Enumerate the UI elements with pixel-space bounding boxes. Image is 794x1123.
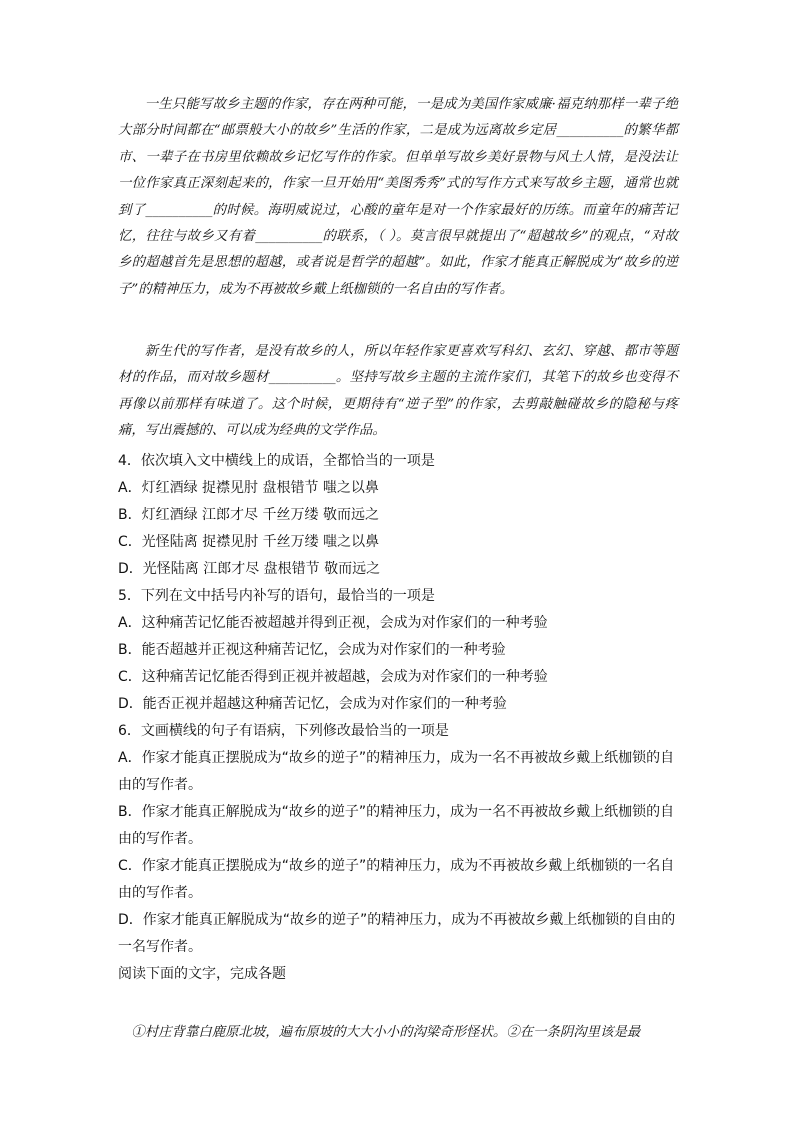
reading-passage-continued — [118, 339, 678, 445]
question-5-option-a: A．这种痛苦记忆能否被超越并得到正视，会成为对作家们的一种考验 — [118, 615, 548, 631]
passage-paragraph-2: 新生代的写作者，是没有故乡的人，所以年轻作家更喜欢写科幻、玄幻、穿越、都市等题材的作品，而对故乡题材__________。坚持写故乡主题的主流作家们，其笔下的故乡也变得不再像以前那样有味道了。这个时候，更期待有“逆子型”的作家，去剪敲触碰故乡的隐秘与疼痛，写出震撼的、可以成为经典的文学作品。 — [118, 344, 678, 439]
question-6-option-d: D．作家才能真正解脱成为“故乡的逆子”的精神压力，成为不再被故乡戴上纸枷锁的自由的一名写作者。 — [118, 912, 676, 955]
question-4-option-d: D．光怪陆离 江郎才尽 盘根错节 敬而远之 — [118, 561, 381, 577]
question-4-stem: 4．依次填入文中横线上的成语，全都恰当的一项是 — [118, 453, 435, 469]
passage-paragraph-1: 一生只能写故乡主题的作家，存在两种可能，一是成为美国作家威廉·福克纳那样一辈子绝大部分时间都在“邮票般大小的故乡”生活的作家，二是成为远离故乡定居__________的繁华都市、一辈子在书房里依赖故乡记忆写作的作家。但单单写故乡美好景物与风土人情，是没法让一位作家真正深刻起来的，作家一旦开始用“美图秀秀”式的写作方式来写故乡主题，通常也就到了__________的时候。海明威说过，心酸的童年是对一个作家最好的历练。而童年的痛苦记忆，往往与故乡又有着__________的联系，（ ）。莫言很早就提出了“超越故乡”的观点，“对故乡的超越首先是思想的超越，或者说是哲学的超越”。如此，作家才能真正解脱成为“故乡的逆子”的精神压力，成为不再被故乡戴上纸枷锁的一名自由的写作者。 — [118, 97, 678, 297]
question-6-option-b: B．作家才能真正解脱成为“故乡的逆子”的精神压力，成为一名不再被故乡戴上纸枷锁的自由的写作者。 — [118, 804, 675, 847]
reading-passage — [118, 92, 678, 303]
question-6-stem: 6．文画横线的句子有语病，下列修改最恰当的一项是 — [118, 723, 449, 739]
question-6-option-a: A．作家才能真正摆脱成为“故乡的逆子”的精神压力，成为一名不再被故乡戴上纸枷锁的自由的写作者。 — [118, 750, 675, 793]
question-4-option-a: A．灯红酒绿 捉襟见肘 盘根错节 嗤之以鼻 — [118, 480, 379, 496]
question-5-option-d: D．能否正视并超越这种痛苦记忆，会成为对作家们的一种考验 — [118, 696, 507, 712]
next-passage-first-line: ①村庄背靠白鹿原北坡，遍布原坡的大大小小的沟梁奇形怪状。②在一条阴沟里该是最 — [131, 1025, 641, 1040]
question-6-option-c: C．作家才能真正摆脱成为“故乡的逆子”的精神压力，成为不再被故乡戴上纸枷锁的一名自由的写作者。 — [118, 858, 675, 901]
section-instruction: 阅读下面的文字，完成各题 — [118, 966, 286, 982]
question-5-option-b: B．能否超越并正视这种痛苦记忆，会成为对作家们的一种考验 — [118, 642, 506, 658]
question-block — [118, 448, 678, 988]
question-5-stem: 5．下列在文中括号内补写的语句，最恰当的一项是 — [118, 588, 435, 604]
question-5-option-c: C．这种痛苦记忆能否得到正视并被超越，会成为对作家们的一种考验 — [118, 669, 548, 685]
question-4-option-c: C．光怪陆离 捉襟见肘 千丝万缕 嗤之以鼻 — [118, 534, 380, 550]
question-4-option-b: B．灯红酒绿 江郎才尽 千丝万缕 敬而远之 — [118, 507, 379, 523]
